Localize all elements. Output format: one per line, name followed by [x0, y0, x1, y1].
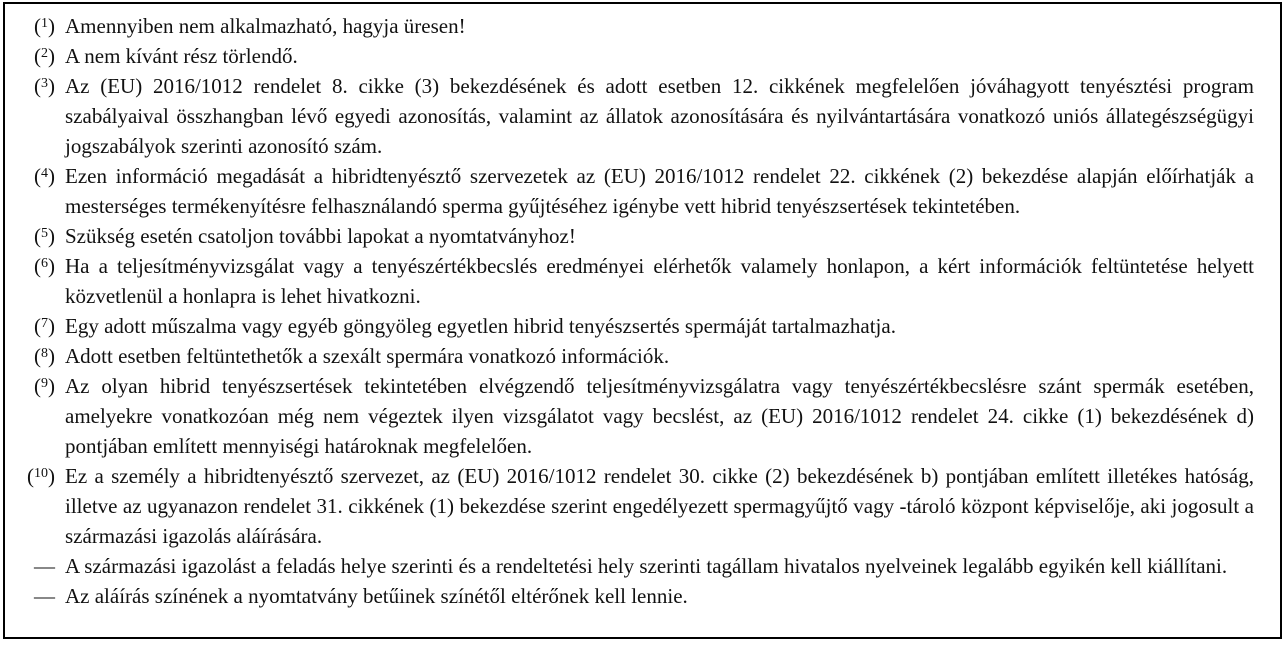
footnote-marker-8	[23, 341, 55, 371]
footnote-number: 1	[41, 16, 48, 31]
dash-note-text-2: Az aláírás színének a nyomtatvány betűinek színétől eltérőnek kell lennie.	[65, 584, 688, 608]
footnote-marker-3	[23, 71, 55, 101]
marker-open-paren: (	[34, 374, 41, 398]
footnote-text-1: Amennyiben nem alkalmazható, hagyja üresen!	[65, 14, 466, 38]
footnote-item-9	[23, 371, 1254, 461]
marker-open-paren: (	[34, 224, 41, 248]
marker-close-paren: )	[48, 44, 55, 68]
dash-glyph: —	[34, 584, 55, 608]
footnote-item-3	[23, 71, 1254, 161]
footnote-text-5: Szükség esetén csatoljon további lapokat a nyomtatványhoz!	[65, 224, 576, 248]
footnote-text-3: Az (EU) 2016/1012 rendelet 8. cikke (3) bekezdésének és adott esetben 12. cikkének megfelelően jóváhagyott tenyésztési program szabályaival összhangban lévő egyedi azonosítás, valamint az állatok azonosítására és nyilvántartására vonatkozó uniós állategészségügyi jogszabályok szerinti azonosító szám.	[65, 74, 1254, 158]
footnote-number: 5	[41, 226, 48, 241]
footnote-text-7: Egy adott műszalma vagy egyéb göngyöleg egyetlen hibrid tenyészsertés spermáját tartalmazhatja.	[65, 314, 896, 338]
footnote-number: 4	[41, 166, 48, 181]
footnote-marker-2	[23, 41, 55, 71]
dash-marker	[23, 581, 55, 611]
marker-open-paren: (	[34, 164, 41, 188]
marker-open-paren: (	[34, 74, 41, 98]
footnote-text-8: Adott esetben feltüntethetők a szexált spermára vonatkozó információk.	[65, 344, 670, 368]
marker-close-paren: )	[48, 14, 55, 38]
marker-close-paren: )	[48, 224, 55, 248]
marker-close-paren: )	[48, 314, 55, 338]
footnote-item-1	[23, 11, 1254, 41]
marker-open-paren: (	[34, 314, 41, 338]
footnote-marker-10	[23, 461, 55, 491]
footnote-text-9: Az olyan hibrid tenyészsertések tekintetében elvégzendő teljesítményvizsgálatra vagy tenyészértékbecslésre szánt spermák esetében, amelyekre vonatkozóan még nem végeztek ilyen vizsgálatot vagy becslést, az (EU) 2016/1012 rendelet 24. cikke (1) bekezdésének d) pontjában említett mennyiségi határoknak megfelelően.	[65, 374, 1254, 458]
dash-note-item-1	[23, 551, 1254, 581]
footnote-number: 3	[41, 76, 48, 91]
footnote-marker-7	[23, 311, 55, 341]
marker-open-paren: (	[34, 344, 41, 368]
footnote-number: 7	[41, 316, 48, 331]
footnote-item-10	[23, 461, 1254, 551]
footnote-number: 6	[41, 256, 48, 271]
footnote-text-4: Ezen információ megadását a hibridtenyésztő szervezetek az (EU) 2016/1012 rendelet 22. cikkének (2) bekezdése alapján előírhatják a mesterséges termékenyítésre felhasználandó sperma gyűjtéséhez igénybe vett hibrid tenyészsertések tekintetében.	[65, 164, 1254, 218]
footnote-marker-4	[23, 161, 55, 191]
marker-close-paren: )	[48, 374, 55, 398]
dash-note-item-2	[23, 581, 1254, 611]
footnote-item-7	[23, 311, 1254, 341]
marker-close-paren: )	[48, 254, 55, 278]
marker-close-paren: )	[48, 164, 55, 188]
footnote-text-2: A nem kívánt rész törlendő.	[65, 44, 298, 68]
footnote-marker-1	[23, 11, 55, 41]
footnote-marker-9	[23, 371, 55, 401]
footnote-number: 10	[34, 466, 48, 481]
footnote-item-8	[23, 341, 1254, 371]
marker-open-paren: (	[34, 44, 41, 68]
marker-close-paren: )	[48, 344, 55, 368]
marker-close-paren: )	[48, 74, 55, 98]
marker-open-paren: (	[34, 14, 41, 38]
footnotes-box	[3, 2, 1282, 639]
marker-open-paren: (	[27, 464, 34, 488]
footnote-item-5	[23, 221, 1254, 251]
dash-glyph: —	[34, 554, 55, 578]
dash-note-text-1: A származási igazolást a feladás helye szerinti és a rendeltetési hely szerinti tagállam hivatalos nyelveinek legalább egyikén kell kiállítani.	[65, 554, 1228, 578]
footnote-item-2	[23, 41, 1254, 71]
footnote-number: 2	[41, 46, 48, 61]
footnote-marker-5	[23, 221, 55, 251]
footnote-text-6: Ha a teljesítményvizsgálat vagy a tenyészértékbecslés eredményei elérhetők valamely honlapon, a kért információk feltüntetése helyett közvetlenül a honlapra is lehet hivatkozni.	[65, 254, 1254, 308]
dash-marker	[23, 551, 55, 581]
footnote-item-6	[23, 251, 1254, 311]
footnote-text-10: Ez a személy a hibridtenyésztő szervezet, az (EU) 2016/1012 rendelet 30. cikke (2) bekezdésének b) pontjában említett illetékes hatóság, illetve az ugyanazon rendelet 31. cikkének (1) bekezdése szerint engedélyezett spermagyűjtő vagy -tároló központ képviselője, aki jogosult a származási igazolás aláírására.	[65, 464, 1254, 548]
footnote-number: 8	[41, 346, 48, 361]
footnote-marker-6	[23, 251, 55, 281]
footnote-number: 9	[41, 376, 48, 391]
marker-open-paren: (	[34, 254, 41, 278]
marker-close-paren: )	[48, 464, 55, 488]
footnote-item-4	[23, 161, 1254, 221]
